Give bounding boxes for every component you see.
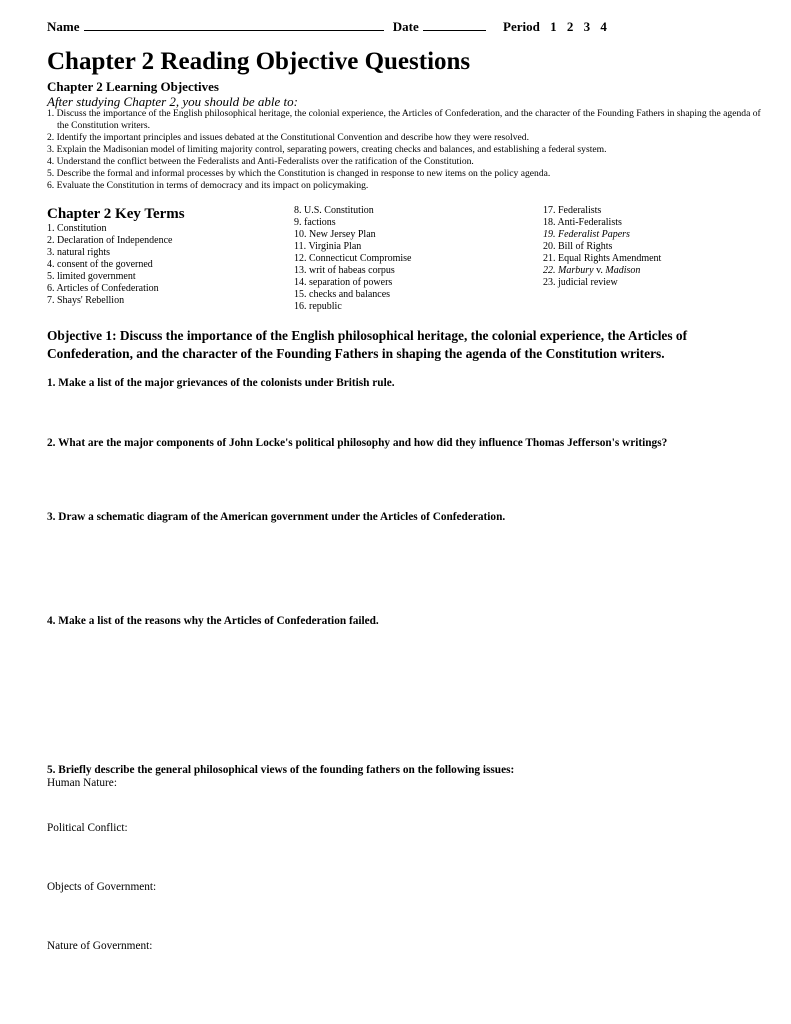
period-option[interactable]: 4	[600, 19, 607, 34]
issue-political-conflict: Political Conflict:	[47, 822, 128, 834]
question-1: 1. Make a list of the major grievances of the colonists under British rule.	[47, 377, 395, 389]
key-term-part: 22. Marbury	[543, 265, 594, 276]
question-4: 4. Make a list of the reasons why the Articles of Confederation failed.	[47, 615, 379, 627]
objective-item: 3. Explain the Madisonian model of limiting majority control, separating powers, creating checks and balances, and establishing a federal system.	[47, 144, 607, 155]
key-term: 7. Shays' Rebellion	[47, 295, 125, 306]
objective-item: 6. Evaluate the Constitution in terms of democracy and its impact on policymaking.	[47, 180, 369, 191]
date-blank[interactable]	[423, 18, 486, 31]
key-term: 2. Declaration of Independence	[47, 235, 173, 246]
issue-objects-of-government: Objects of Government:	[47, 881, 157, 893]
student-info-header	[47, 18, 607, 35]
key-term: 14. separation of powers	[294, 277, 393, 288]
period-option[interactable]: 2	[566, 19, 574, 34]
issue-human-nature: Human Nature:	[47, 777, 117, 789]
key-term: 6. Articles of Confederation	[47, 283, 159, 294]
key-term: 18. Anti-Federalists	[543, 217, 622, 228]
period-label: Period	[503, 19, 540, 34]
learning-objectives-intro: After studying Chapter 2, you should be able to:	[47, 94, 298, 109]
key-term: 16. republic	[294, 301, 342, 312]
name-blank[interactable]	[84, 18, 384, 31]
key-term: 1. Constitution	[47, 223, 107, 234]
key-term: 4. consent of the governed	[47, 259, 153, 270]
key-term: 3. natural rights	[47, 247, 111, 258]
key-term-part: Madison	[605, 265, 641, 276]
key-term: 5. limited government	[47, 271, 136, 282]
key-term: 19. Federalist Papers	[543, 229, 630, 240]
key-terms-column-1	[47, 223, 173, 307]
key-term: 13. writ of habeas corpus	[294, 265, 395, 276]
key-term-part: v.	[593, 265, 606, 276]
question-3: 3. Draw a schematic diagram of the American government under the Articles of Confederation.	[47, 511, 506, 523]
key-terms-column-3	[543, 205, 661, 289]
key-term: 21. Equal Rights Amendment	[543, 253, 662, 264]
issue-nature-of-government: Nature of Government:	[47, 940, 153, 952]
objective-item: 4. Understand the conflict between the Federalists and Anti-Federalists over the ratification of the Constitution.	[47, 156, 474, 167]
learning-objectives-heading: Chapter 2 Learning Objectives	[47, 79, 219, 94]
key-term: 8. U.S. Constitution	[294, 205, 374, 216]
question-5: 5. Briefly describe the general philosophical views of the founding fathers on the following issues:	[47, 764, 515, 776]
page-title: Chapter 2 Reading Objective Questions	[47, 48, 471, 75]
name-label: Name	[47, 19, 80, 34]
date-label: Date	[392, 19, 419, 34]
key-term: 10. New Jersey Plan	[294, 229, 376, 240]
key-terms-column-2	[294, 205, 412, 313]
period-options	[543, 19, 607, 34]
period-option[interactable]: 1	[550, 19, 557, 34]
objective-1-heading: Objective 1: Discuss the importance of the English philosophical heritage, the colonial experience, the Articles of Confederation, and the character of the Founding Fathers in shaping the agenda of the Constitution writers.	[47, 328, 688, 361]
key-term: 20. Bill of Rights	[543, 241, 613, 252]
key-term	[543, 265, 661, 277]
key-term: 12. Connecticut Compromise	[294, 253, 412, 264]
objective-item: 1. Discuss the importance of the English philosophical heritage, the colonial experience, the Articles of Confederation, and the character of the Founding Fathers in shaping the agenda of the Constitution writers.	[47, 108, 761, 131]
key-term: 11. Virginia Plan	[294, 241, 362, 252]
key-term: 15. checks and balances	[294, 289, 391, 300]
objective-item: 5. Describe the formal and informal processes by which the Constitution is changed in response to new items on the policy agenda.	[47, 168, 551, 179]
key-term: 9. factions	[294, 217, 336, 228]
question-2: 2. What are the major components of John Locke's political philosophy and how did they influence Thomas Jefferson's writings?	[47, 437, 668, 449]
learning-objectives-list	[47, 108, 767, 192]
key-term: 23. judicial review	[543, 277, 618, 288]
key-terms-heading: Chapter 2 Key Terms	[47, 206, 185, 222]
objective-item: 2. Identify the important principles and issues debated at the Constitutional Convention and describe how they were resolved.	[47, 132, 529, 143]
period-option[interactable]: 3	[583, 19, 591, 34]
key-term: 17. Federalists	[543, 205, 602, 216]
